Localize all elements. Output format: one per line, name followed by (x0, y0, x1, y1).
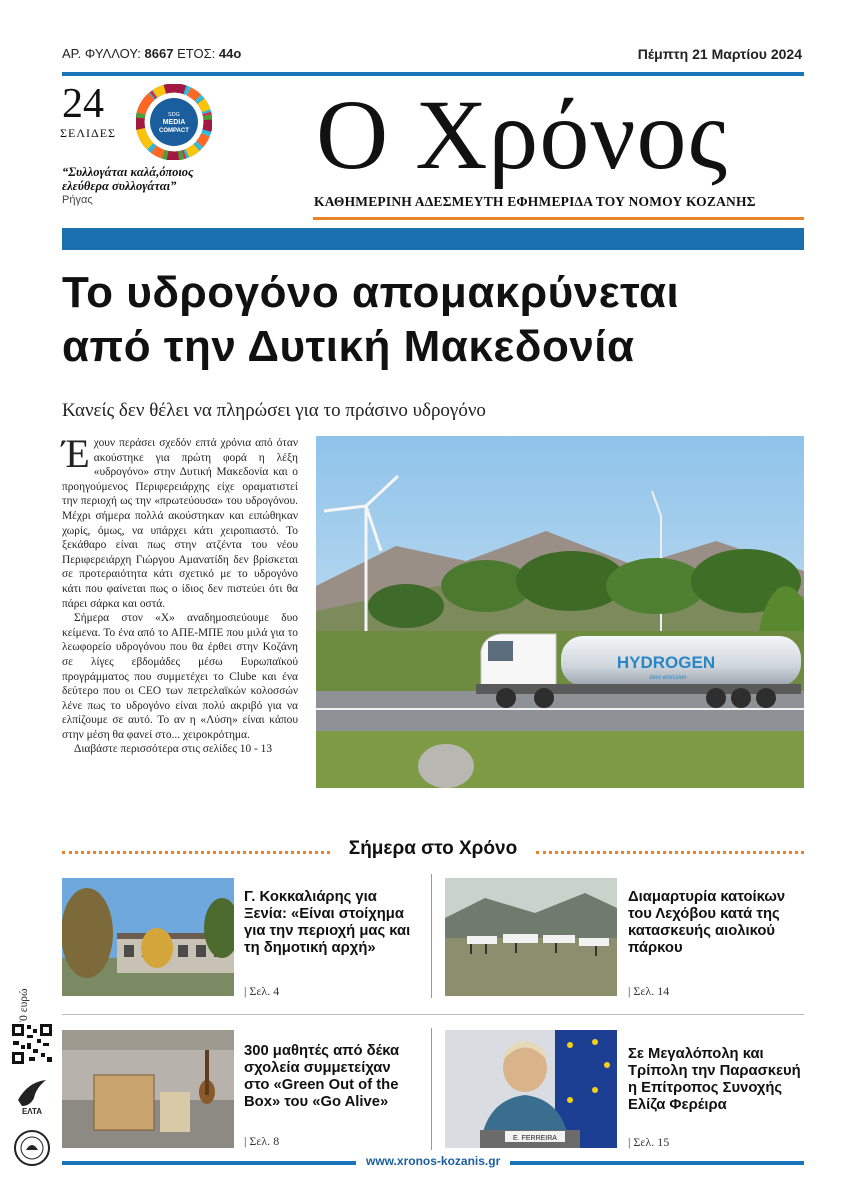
card-divider-top (431, 874, 432, 998)
pages-label: ΣΕΛΙΔΕΣ (60, 126, 117, 140)
price-text: ευρώ (18, 988, 30, 1013)
issue-number: 8667 (144, 46, 174, 61)
year-value: 44ο (218, 46, 242, 61)
card4-title[interactable]: Σε Μεγαλόπολη και Τρίπολη την Παρασκευή η Επίτροπος Συνοχής Ελίζα Φερέιρα (628, 1046, 801, 1113)
seal-icon (12, 1128, 52, 1168)
dotted-rule-right (536, 851, 804, 854)
lead-paragraph-2: Σήμερα στον «Χ» αναδημοσιεύουμε δυο κείμενα. Το ένα από το ΑΠΕ-ΜΠΕ που μιλά για το λεωφορείο υδρογόνου που θα έρθει στην Κοζάνη σε λίγες εβδομάδες μέσω Ευρωπαϊκού προγράμματος που συμμετέχει το Clube και ένα δεύτερο που οι CEO των πετρελαϊκών κολοσσών λένε πως το υδρογόνο είναι πολύ ακριβό για να ελπίζουμε σε αυτό. Το αν η «Λύση» είναι κάπου στην μέση θα φανεί στο... χειροκρότημα. (62, 612, 298, 741)
card3-photo (62, 1030, 234, 1148)
lead-headline (62, 266, 804, 374)
lead-body (62, 431, 298, 757)
card1-title[interactable]: Γ. Κοκκαλιάρης για Ξενία: «Είναι στοίχημα για την περιοχή μας και τη δημοτική αρχή» (244, 889, 411, 956)
lead-paragraph-1 (62, 431, 298, 611)
quote-author: Ρήγας (62, 194, 93, 206)
read-more-link[interactable]: Διαβάστε περισσότερα στις σελίδες 10 - 13 (74, 743, 273, 756)
hydrogen-truck-photo (316, 436, 804, 788)
card4-photo (445, 1030, 617, 1148)
badge-line3: COMPACT (159, 128, 189, 134)
orange-rule (313, 217, 804, 220)
sdg-media-compact-logo (136, 84, 212, 160)
pages-count: 24 (62, 81, 104, 127)
issue-info (62, 46, 241, 61)
dropcap: Έ (62, 431, 90, 476)
website-link[interactable]: www.xronos-kozanis.gr (356, 1154, 510, 1168)
card3-page: | Σελ. 8 (244, 1134, 280, 1148)
badge-line1: SDG (168, 112, 180, 118)
truck-label: HYDROGEN (616, 653, 716, 672)
headline-line2: από την Δυτική Μακεδονία (62, 322, 635, 371)
lead-subhead: Κανείς δεν θέλει να πληρώσει για το πράσινο υδρογόνο (62, 400, 486, 421)
elta-text: ΕΛΤΑ (21, 1107, 43, 1116)
blue-band (62, 228, 804, 250)
truck-sublabel: zero emission (649, 675, 687, 681)
card3-title[interactable]: 300 μαθητές από δέκα σχολεία συμμετείχαν στο «Green Out of the Box» του «Go Alive» (244, 1043, 400, 1110)
publication-date: Πέμπτη 21 Μαρτίου 2024 (637, 46, 802, 62)
card2-title[interactable]: Διαμαρτυρία κατοίκων του Λεχόβου κατά της κατασκευής αιολικού πάρκου (628, 889, 786, 956)
masthead-tagline: ΚΑΘΗΜΕΡΙΝΗ ΑΔΕΣΜΕΥΤΗ ΕΦΗΜΕΡΙΔΑ ΤΟΥ ΝΟΜΟΥ ΚΟΖΑΝΗΣ (314, 194, 756, 209)
card1-page: | Σελ. 4 (244, 984, 280, 998)
issue-label: ΑΡ. ΦΥΛΛΟΥ: (62, 46, 141, 61)
paragraph1-text: χουν περάσει σχεδόν επτά χρόνια από όταν ακούστηκε για πρώτη φορά η λέξη «υδρογόνο» στην Δυτική Μακεδονία και ο προηγούμενος Περιφερειάρχης είχε οραματιστεί την περιοχή ως την «πρωτεύουσα» του υδρογόνου. Μέχρι σήμερα πολλά ακούστηκαν και ειπώθηκαν χωρίς, όμως, να υπάρχει κάτι χειροπιαστό. Το ξεκάθαρο είναι πως στην ατζέντα του νέου Περιφερειάρχη Γιώργου Αμανατίδη δεν βρίσκεται σε προτεραιότητα κάτι σχετικό με το υδρογόνο κάτι που φαίνεται πως ο ίδιος δεν πιστεύει ότι θα πάρει σάρκα και οστά. (62, 437, 298, 610)
section-title: Σήμερα στο Χρόνο (339, 838, 527, 860)
badge-line2: MEDIA (162, 119, 186, 126)
card-row-divider (62, 1014, 804, 1015)
card4-page: | Σελ. 15 (628, 1135, 670, 1149)
masthead-title: Ο Χρόνος (316, 79, 729, 190)
elta-bird-logo (14, 1076, 50, 1116)
card1-photo (62, 878, 234, 996)
header-quote: “Συλλογάται καλά,όποιος ελεύθερα συλλογάται” (62, 165, 194, 193)
section-header (62, 838, 804, 866)
qr-code-icon[interactable] (10, 1022, 54, 1066)
dotted-rule-left (62, 851, 330, 854)
card2-page: | Σελ. 14 (628, 984, 670, 998)
card4-nameplate: E. FERREIRA (513, 1135, 557, 1142)
headline-line1: Το υδρογόνο απομακρύνεται (62, 268, 680, 317)
year-label: ΕΤΟΣ: (177, 46, 216, 61)
card2-photo (445, 878, 617, 996)
top-rule (62, 72, 804, 76)
card-divider-bottom (431, 1028, 432, 1150)
